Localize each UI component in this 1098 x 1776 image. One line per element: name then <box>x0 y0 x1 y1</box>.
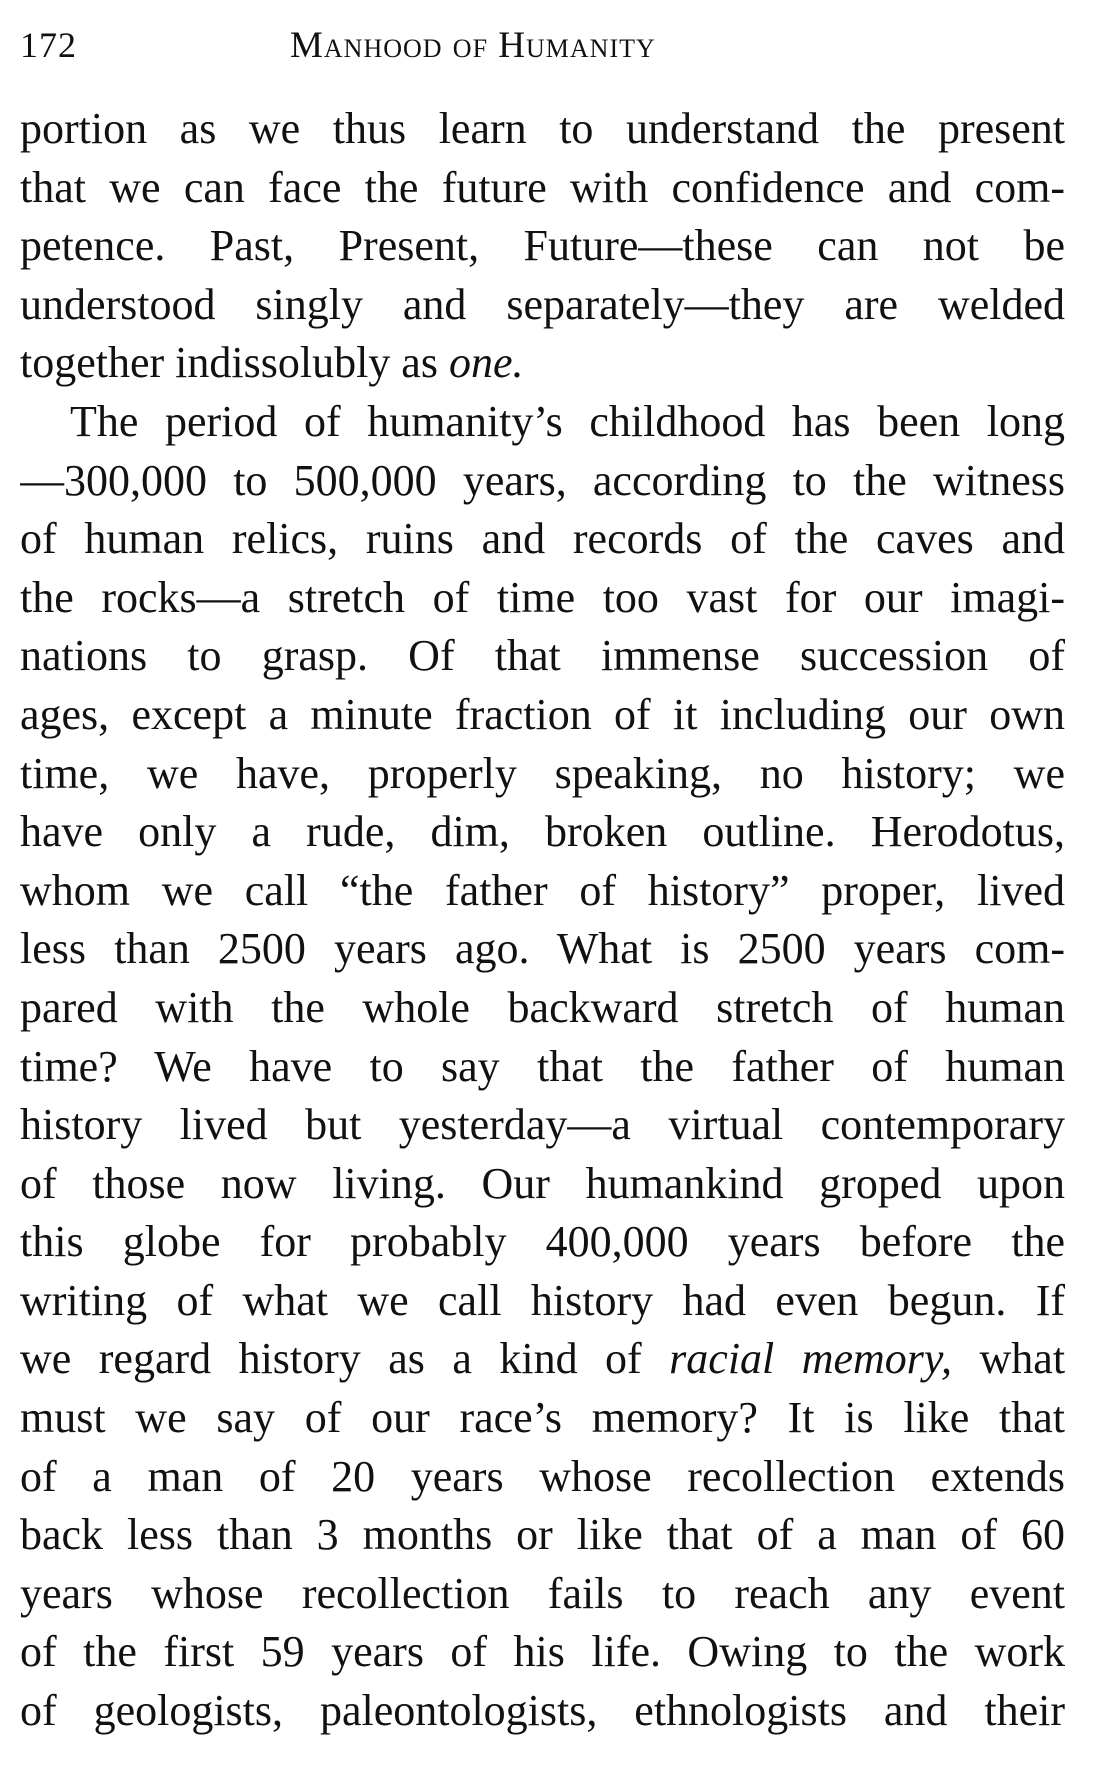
text-line: of human relics, ruins and records of the caves and <box>20 514 1065 564</box>
text-line: understood singly and separately—they are welded <box>20 279 1065 329</box>
text-line: writing of what we call history had even begun. If <box>20 1275 1065 1325</box>
emphasis-one: one. <box>448 338 524 388</box>
text-line: of geologists, paleontologists, ethnologists and their <box>20 1686 1065 1736</box>
text-line: years whose recollection fails to reach any event <box>20 1568 1065 1618</box>
text-line: the rocks—a stretch of time too vast for our imagi- <box>20 572 1065 622</box>
text-line: petence. Past, Present, Future—these can not be <box>20 221 1065 271</box>
text-line: portion as we thus learn to understand the present <box>20 104 1065 153</box>
text-line: of those now living. Our humankind groped upon <box>20 1158 1065 1208</box>
body-text <box>20 100 1065 1741</box>
page-number: 172 <box>20 25 77 65</box>
text-line: this globe for probably 400,000 years before the <box>20 1217 1065 1267</box>
text-segment: together indissolubly as <box>20 338 438 388</box>
text-segment: what <box>979 1334 1065 1384</box>
text-line: of a man of 20 years whose recollection extends <box>20 1451 1065 1501</box>
emphasis-racial-memory: racial memory, <box>669 1334 953 1384</box>
text-line: must we say of our race’s memory? It is like that <box>20 1393 1065 1443</box>
text-line: whom we call “the father of history” proper, lived <box>20 865 1065 915</box>
text-line: that we can face the future with confidence and com- <box>20 162 1065 212</box>
text-line: time, we have, properly speaking, no history; we <box>20 748 1065 798</box>
text-line: less than 2500 years ago. What is 2500 years com- <box>20 924 1065 974</box>
running-head <box>0 18 1098 68</box>
book-title: Manhood of Humanity <box>290 25 656 66</box>
text-line: back less than 3 months or like that of a man of 60 <box>20 1510 1065 1560</box>
text-line: —300,000 to 500,000 years, according to the witness <box>20 455 1065 505</box>
text-line: pared with the whole backward stretch of human <box>20 982 1065 1032</box>
text-line: time? We have to say that the father of human <box>20 1041 1065 1091</box>
text-line: nations to grasp. Of that immense succession of <box>20 631 1065 681</box>
text-line <box>20 1330 1065 1389</box>
text-segment: we regard history as a kind of <box>20 1334 642 1384</box>
text-line: have only a rude, dim, broken outline. Herodotus, <box>20 807 1065 857</box>
text-line <box>20 334 1065 393</box>
text-line: ages, except a minute fraction of it including our own <box>20 689 1065 739</box>
paragraph-start-line: The period of humanity’s childhood has been long <box>70 396 1065 446</box>
text-line: of the first 59 years of his life. Owing to the work <box>20 1627 1065 1677</box>
text-line: history lived but yesterday—a virtual contemporary <box>20 1100 1065 1150</box>
